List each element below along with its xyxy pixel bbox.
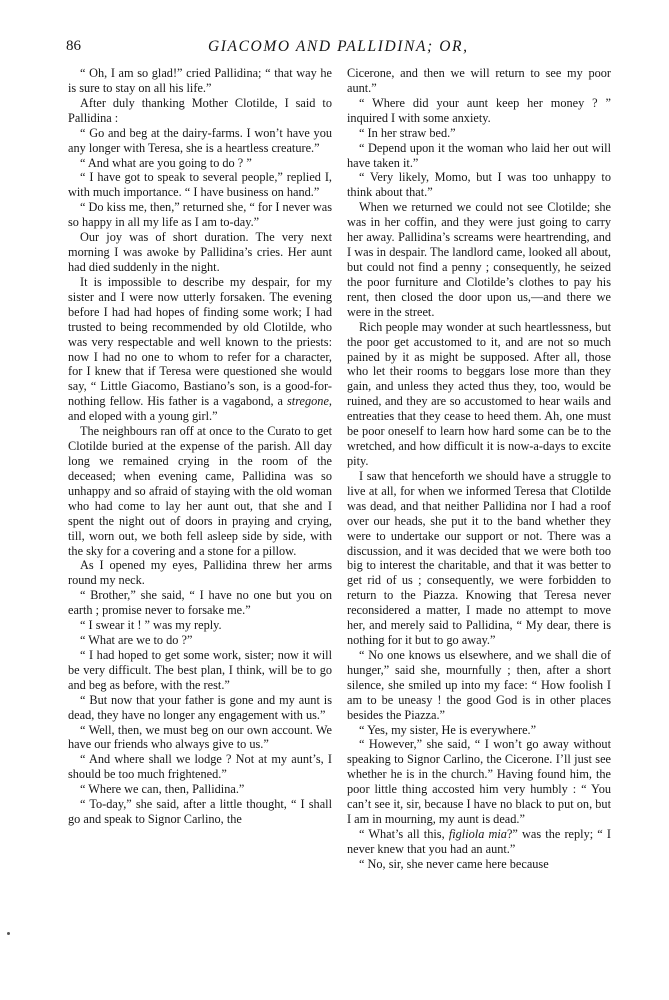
paragraph: “ Well, then, we must beg on our own account. We have our friends who always give to us.” — [68, 722, 332, 752]
paragraph: Cicerone, and then we will return to see my poor aunt.” — [347, 66, 611, 95]
paragraph: “ I swear it ! ” was my reply. — [80, 618, 222, 633]
page-header — [66, 38, 631, 60]
paragraph — [347, 827, 611, 857]
paragraph: “ Oh, I am so glad!” cried Pallidina; “ that way he is sure to stay on all his life.” — [68, 66, 332, 95]
italic-word: stregone — [287, 394, 329, 409]
paragraph: “ In her straw bed.” — [359, 125, 456, 140]
paragraph — [68, 275, 332, 424]
paragraph: “ Depend upon it the woman who laid her out will have taken it.” — [347, 140, 611, 170]
paragraph-text: It is impossible to describe my despair, for my sister and I were now utterly forsaken. The evening before I had had hopes of finding some work; I had trusted to being recommended by old Clotilde, who was very respectable and well known to the priests: now I had no one to whom to refer for a character, for I knew that if Teresa were questioned she would say, “ Little Giacomo, Bastiano’s son, is a good-for-nothing fellow. His father is a vagabond, a — [68, 274, 332, 409]
paragraph: As I opened my eyes, Pallidina threw her arms round my neck. — [68, 558, 332, 588]
paragraph: Rich people may wonder at such heartlessness, but the poor get accustomed to it, and are not so much pained by it as might be supposed. After all, those who let their rooms to beggars lose more than they gain, and unless they acted thus they, too, would be ruined, and they are so accustomed to hear wails and entreaties that they cease to heed them. Ah, one must be poor oneself to learn how hard some can be to the wretched, and how difficult it is now-a-days to excite pity. — [347, 319, 611, 468]
paragraph: “ And what are you going to do ? ” — [80, 155, 252, 170]
paragraph: “ No, sir, she never came here because — [359, 856, 549, 871]
paragraph: After duly thanking Mother Clotilde, I said to Pallidina : — [68, 95, 332, 125]
paragraph-text: , and eloped with a young girl.” — [68, 394, 332, 424]
paragraph: “ Where we can, then, Pallidina.” — [80, 782, 245, 797]
paragraph: “ Where did your aunt keep her money ? ” inquired I with some anxiety. — [347, 95, 611, 125]
paragraph: I saw that henceforth we should have a struggle to live at all, for when we informed Teresa that Clotilde was dead, and that neither Pallidina nor I had a roof over our heads, she put it to the band whether they were to undertake our support or not. There was a discussion, and it was decided that we were both too big to interest the charitable, and that it was better to get rid of us ; consequently, we were forbidden to return to the Piazza. Knowing that Teresa never reconsidered a matter, I made no attempt to move her, and merely said to Pallidina, “ My dear, there is nothing for it but to go away.” — [347, 468, 611, 648]
paragraph: “ I have got to speak to several people,” replied I, with much importance. “ I have business on hand.” — [68, 170, 332, 200]
paragraph: Our joy was of short duration. The very next morning I was awoke by Pallidina’s cries. Her aunt had died suddenly in the night. — [68, 230, 332, 274]
paragraph: “ Yes, my sister, He is everywhere.” — [359, 722, 537, 737]
paragraph: “ Go and beg at the dairy-farms. I won’t have you any longer with Teresa, she is a heartless creature.” — [68, 125, 332, 155]
paragraph: “ Brother,” she said, “ I have no one but you on earth ; promise never to forsake me.” — [68, 588, 332, 618]
left-column — [68, 66, 332, 827]
margin-speck — [7, 932, 10, 935]
italic-phrase: figliola mia — [448, 827, 507, 842]
paragraph: “ Do kiss me, then,” returned she, “ for I never was so happy in all my life as I am to-day.” — [68, 200, 332, 230]
paragraph: “ Very likely, Momo, but I was too unhappy to think about that.” — [347, 170, 611, 200]
paragraph: “ To-day,” she said, after a little thought, “ I shall go and speak to Signor Carlino, the — [68, 797, 332, 827]
right-column — [347, 66, 611, 872]
paragraph: “ However,” she said, “ I won’t go away without speaking to Signor Carlino, the Cicerone. I’ll just see whether he is in the church.” Having found him, the poor little thing accosted him very humbly : “ You can’t see it, sir, because I have no black to put on, but I am in mourning, my aunt is dead.” — [347, 737, 611, 827]
page-number: 86 — [66, 38, 81, 54]
paragraph: “ And where shall we lodge ? Not at my aunt’s, I should be too much frightened.” — [68, 752, 332, 782]
paragraph: “ What are we to do ?” — [80, 633, 193, 648]
paragraph: The neighbours ran off at once to the Curato to get Clotilde buried at the expense of the parish. All day long we remained crying in the room of the deceased; when evening came, Pallidina was so unhappy and so afraid of staying with the old woman who had come to lay her aunt out, that she and I spent the night out of doors in praying and crying, till, worn out, we both fell asleep side by side, with the sky for a covering and a stone for a pillow. — [68, 424, 332, 558]
paragraph-text: “ What’s all this, — [359, 827, 445, 842]
paragraph: “ But now that your father is gone and my aunt is dead, they have no longer any engagement with us.” — [68, 692, 332, 722]
running-title: GIACOMO AND PALLIDINA; OR, — [208, 38, 469, 55]
paragraph: “ I had hoped to get some work, sister; now it will be very difficult. The best plan, I think, will be to go and beg as before, with the rest.” — [68, 647, 332, 692]
paragraph: When we returned we could not see Clotilde; she was in her coffin, and they were just going to carry her away. Pallidina’s screams were heartrending, and I was in despair. The landlord came, looked all about, but could not find a penny ; consequently, he seized the poor furniture and Clotilde’s clothes to pay his rent, then closed the door upon us,—and there we were in the street. — [347, 200, 611, 319]
paragraph-text: ?” was the reply; “ I never knew that you had an aunt.” — [347, 827, 611, 856]
paragraph: “ No one knows us elsewhere, and we shall die of hunger,” said she, mournfully ; then, after a short silence, she smiled up into my face: “ How foolish I am to be uneasy ! the good God is in other places besides the Piazza.” — [347, 647, 611, 722]
